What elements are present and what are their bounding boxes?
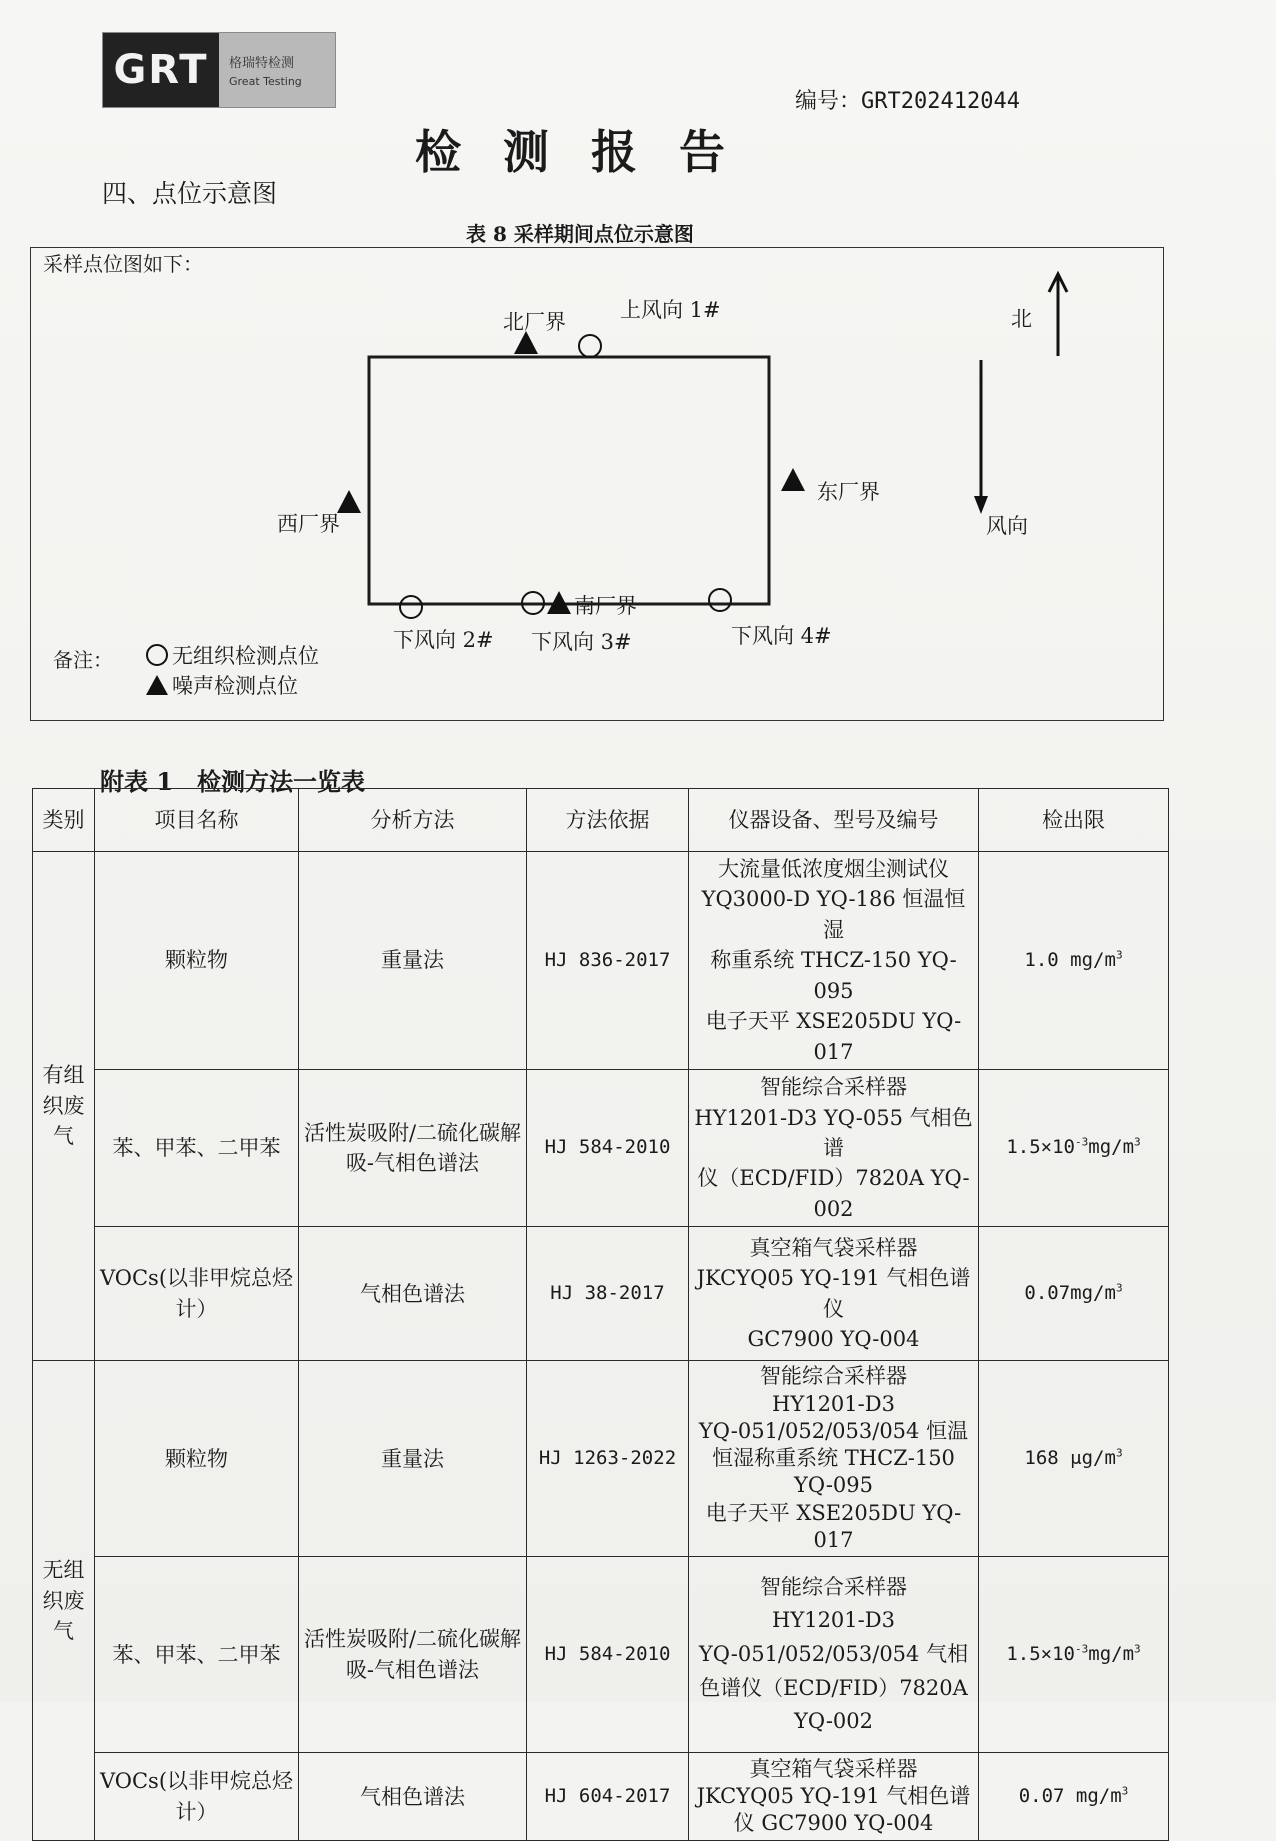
report-title: 检测报告 [415, 125, 767, 179]
method-cell: 活性炭吸附/二硫化碳解吸-气相色谱法 [299, 1070, 527, 1227]
item-cell: 苯、甲苯、二甲苯 [95, 1557, 299, 1753]
col-standard: 方法依据 [527, 789, 689, 852]
method-cell: 重量法 [299, 852, 527, 1070]
item-cell: 颗粒物 [95, 1361, 299, 1557]
legend-note: 备注： [53, 648, 113, 672]
label-downwind-2: 下风向 2# [393, 628, 494, 652]
logo-en-name: Great Testing [229, 75, 302, 88]
downwind-point-4 [709, 589, 731, 611]
col-method: 分析方法 [299, 789, 527, 852]
method-cell: 气相色谱法 [299, 1227, 527, 1361]
appendix-title: 附表 1 检测方法一览表 [100, 767, 366, 796]
equipment-cell: 大流量低浓度烟尘测试仪 YQ3000-D YQ-186 恒温恒湿 称重系统 THCZ-150 YQ-095 电子天平 XSE205DU YQ-017 [689, 852, 979, 1070]
table-row [33, 1361, 1169, 1557]
equipment-cell: 智能综合采样器 HY1201-D3 YQ-051/052/053/054 气相 色谱仪（ECD/FID）7820A YQ-002 [689, 1557, 979, 1753]
item-cell: 苯、甲苯、二甲苯 [95, 1070, 299, 1227]
section-title: 四、点位示意图 [102, 179, 278, 208]
equipment-cell: 真空箱气袋采样器 JKCYQ05 YQ-191 气相色谱仪 GC7900 YQ-004 [689, 1227, 979, 1361]
logo-cn-name: 格瑞特检测 [229, 56, 295, 71]
item-cell: 颗粒物 [95, 852, 299, 1070]
standard-cell: HJ 584-2010 [527, 1557, 689, 1753]
table-row [33, 1070, 1169, 1227]
standard-cell: HJ 38-2017 [527, 1227, 689, 1361]
method-cell: 气相色谱法 [299, 1753, 527, 1841]
limit-cell: $1.5\times 10^{-3}mg/m^3$ [979, 1557, 1169, 1753]
limit-cell: 168 $\mu g/m^3$ [979, 1361, 1169, 1557]
legend-triangle: 噪声检测点位 [144, 670, 298, 700]
figure-caption: 表 8 采样期间点位示意图 [466, 222, 694, 246]
standard-cell: HJ 836-2017 [527, 852, 689, 1070]
logo-mark: GRT [103, 33, 219, 107]
label-south-boundary: 南厂界 [574, 594, 637, 618]
legend-circle-icon [144, 642, 170, 668]
limit-cell: 1.0 $mg/m^3$ [979, 852, 1169, 1070]
equipment-cell: 智能综合采样器 HY1201-D3 YQ-051/052/053/054 恒温 恒湿称重系统 THCZ-150 YQ-095 电子天平 XSE205DU YQ-017 [689, 1361, 979, 1557]
diagram-intro: 采样点位图如下： [43, 252, 203, 276]
method-cell: 活性炭吸附/二硫化碳解吸-气相色谱法 [299, 1557, 527, 1753]
table-row [33, 1753, 1169, 1841]
equipment-cell: 智能综合采样器 HY1201-D3 YQ-055 气相色谱 仪（ECD/FID）7820A YQ-002 [689, 1070, 979, 1227]
col-category: 类别 [33, 789, 95, 852]
company-logo [102, 32, 336, 108]
limit-cell: 0.07 $mg/m^3$ [979, 1753, 1169, 1841]
table-row [33, 1227, 1169, 1361]
label-east-boundary: 东厂界 [817, 480, 880, 504]
standard-cell: HJ 1263-2022 [527, 1361, 689, 1557]
item-cell: VOCs(以非甲烷总烃计） [95, 1227, 299, 1361]
table-row [33, 1557, 1169, 1753]
limit-cell: $0.07mg/m^3$ [979, 1227, 1169, 1361]
downwind-point-2 [400, 596, 422, 618]
table-header-row [33, 789, 1169, 852]
report-number: 编号：GRT202412044 [795, 89, 1020, 114]
col-item: 项目名称 [95, 789, 299, 852]
col-limit: 检出限 [979, 789, 1169, 852]
label-wind-direction: 风向 [986, 514, 1028, 538]
category-cell: 有组织废气 [33, 852, 95, 1361]
label-downwind-4: 下风向 4# [731, 624, 832, 648]
noise-point-east [781, 468, 805, 491]
item-cell: VOCs(以非甲烷总烃计） [95, 1753, 299, 1841]
method-cell: 重量法 [299, 1361, 527, 1557]
limit-cell: $1.5\times 10^{-3}mg/m^3$ [979, 1070, 1169, 1227]
sampling-point-diagram [30, 247, 1164, 721]
legend-triangle-icon [144, 672, 170, 698]
plant-boundary [369, 357, 769, 604]
standard-cell: HJ 584-2010 [527, 1070, 689, 1227]
label-north: 北 [1011, 307, 1032, 331]
label-downwind-3: 下风向 3# [531, 630, 632, 654]
label-west-boundary: 西厂界 [277, 512, 340, 536]
method-table [32, 788, 1169, 1841]
table-row [33, 852, 1169, 1070]
label-north-boundary: 北厂界 [503, 310, 566, 334]
category-cell: 无组织废气 [33, 1361, 95, 1841]
standard-cell: HJ 604-2017 [527, 1753, 689, 1841]
label-upwind-1: 上风向 1# [620, 298, 721, 322]
legend-circle: 无组织检测点位 [144, 640, 319, 670]
noise-point-west [337, 490, 361, 513]
col-equipment: 仪器设备、型号及编号 [689, 789, 979, 852]
upwind-point-1 [579, 335, 601, 357]
equipment-cell: 真空箱气袋采样器 JKCYQ05 YQ-191 气相色谱 仪 GC7900 YQ-004 [689, 1753, 979, 1841]
